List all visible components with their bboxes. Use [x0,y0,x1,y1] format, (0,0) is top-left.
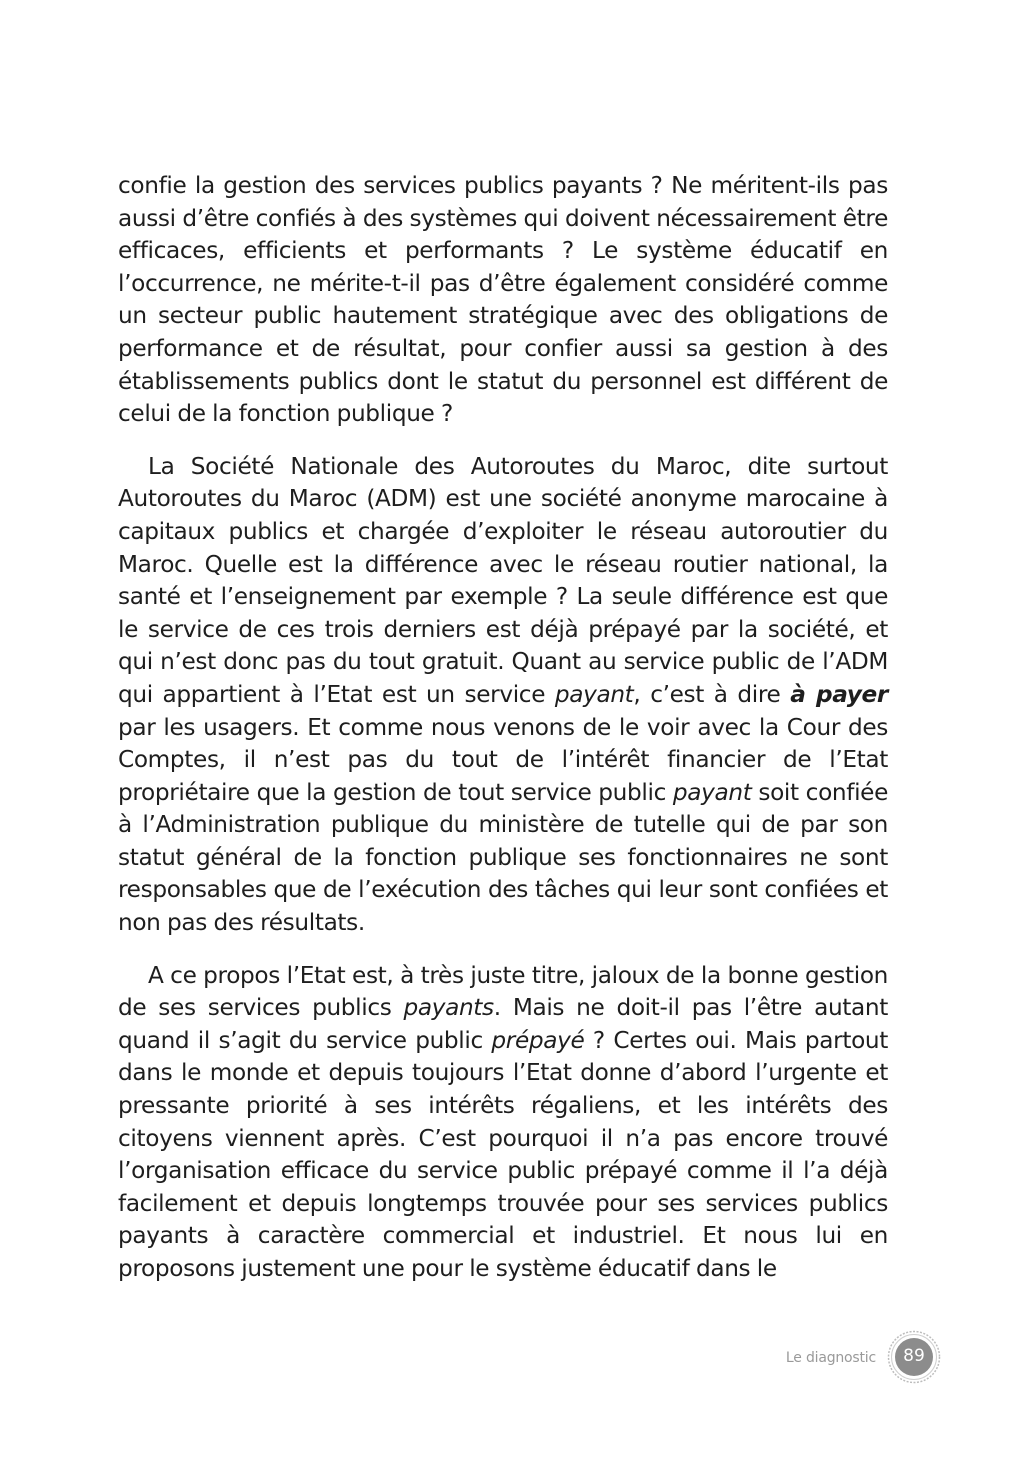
paragraph-3 [118,960,888,1286]
paragraph-2 [118,451,888,940]
paragraph-2-text-1: La Société Nationale des Autoroutes du Maroc, dite surtout Autoroutes du Maroc (ADM) est une société anonyme marocaine à capitaux publics et chargée d’exploiter le réseau autoroutier du Maroc. Quelle est la différence avec le réseau routier national, la santé et l’enseignement par exemple ? La seule différence est que le service de ces trois derniers est déjà prépayé par la société, et qui n’est donc pas du tout gratuit. Quant au service public de l’ADM qui appartient à l’Etat est un service [118,452,888,708]
paragraph-3-text-1: A ce propos l’Etat est, à très juste titre, jaloux de la bonne gestion de ses services publics [118,961,888,1022]
paragraph-2-emphasis-1: payant [554,680,634,708]
section-label: Le diagnostic [785,1350,876,1366]
paragraph-3-emphasis-1: payants [403,994,494,1022]
paragraph-3-text-2: . Mais ne doit-il pas l’être autant quand il s’agit du service public [118,994,888,1054]
paragraph-3-emphasis-2: prépayé [491,1026,585,1054]
paragraph-2-emphasis-2: payant [672,778,752,806]
page-footer [0,1326,1033,1386]
paragraph-2-text-2: , c’est à dire [633,680,791,708]
paragraph-2-text-3: par les usagers. Et comme nous venons de le voir avec la Cour des Comptes, il n’est pas du tout de l’intérêt financier de l’Etat propriétaire que la gestion de tout service public [118,713,888,806]
paragraph-2-text-4: soit confiée à l’Administration publique du ministère de tutelle qui de par son statut général de la fonction publique ses fonctionnaires ne sont responsables que de l’exécution des tâches qui leur sont confiées et non pas des résultats. [118,778,888,937]
paragraph-1: confie la gestion des services publics payants ? Ne méritent-ils pas aussi d’être confiés à des systèmes qui doivent nécessairement être efficaces, efficients et performants ? Le système éducatif en l’occurrence, ne mérite-t-il pas d’être également considéré comme un secteur public hautement stratégique avec des obligations de performance et de résultat, pour confier aussi sa gestion à des établissements publics dont le statut du personnel est différent de celui de la fonction publique ? [118,172,888,428]
paragraph-2-strong-1: à payer [790,680,888,708]
page-number: 89 [903,1346,925,1366]
paragraph-3-text-3: ? Certes oui. Mais partout dans le monde et depuis toujours l’Etat donne d’abord l’urgente et pressante priorité à ses intérêts régaliens, et les intérêts des citoyens viennent après. C’est pourquoi il n’a pas encore trouvé l’organisation efficace du service public prépayé comme il l’a déjà facilement et depuis longtemps trouvée pour ses services publics payants à caractère commercial et industriel. Et nous lui en proposons justement une pour le système éducatif dans le [118,1026,888,1282]
page-body [118,170,888,1286]
